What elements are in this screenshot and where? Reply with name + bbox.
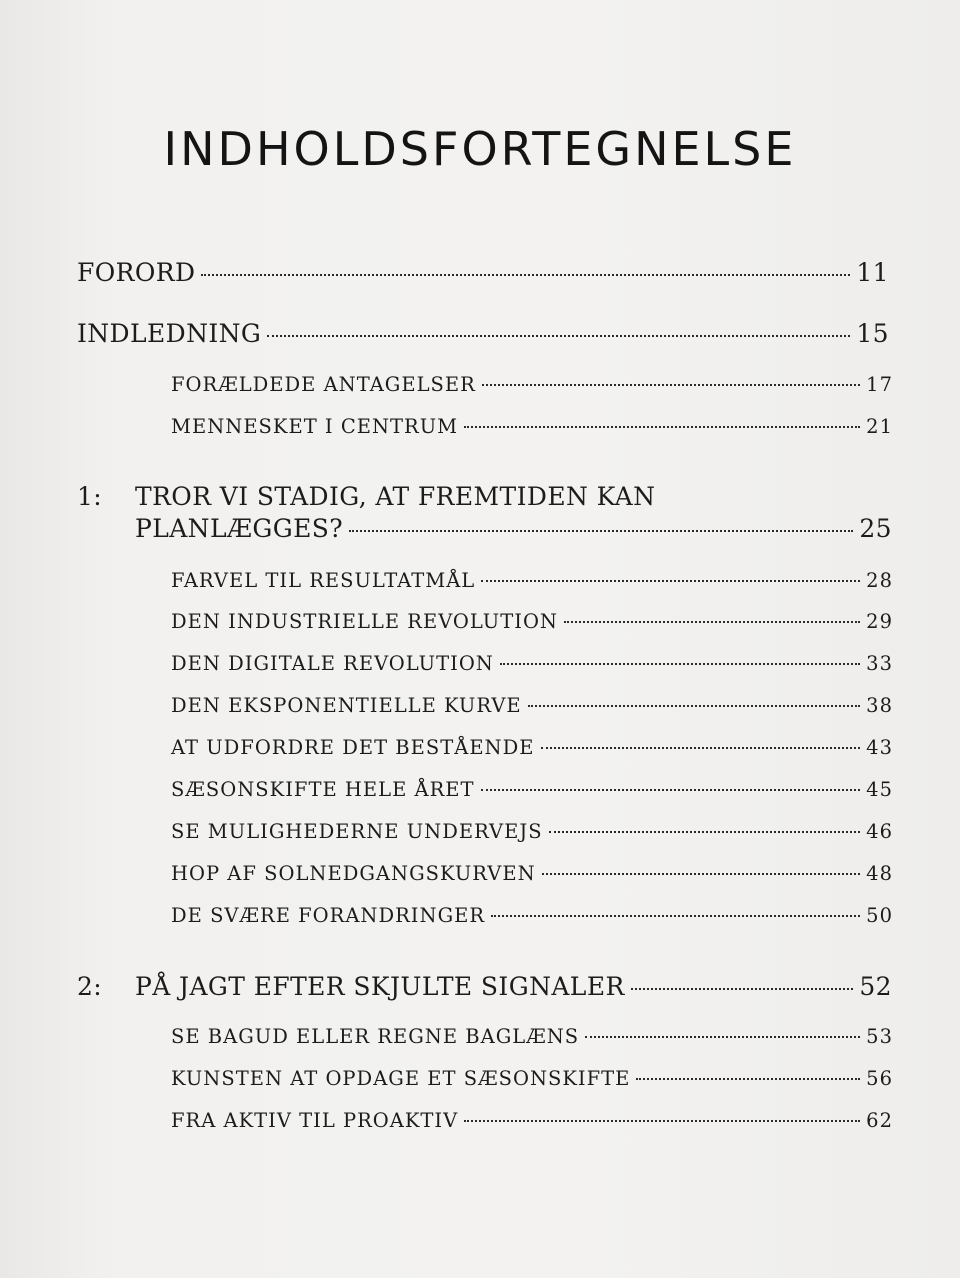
toc-subentry bbox=[171, 904, 893, 927]
toc-page-number: 15 bbox=[856, 319, 889, 348]
toc-page-number: 17 bbox=[866, 373, 893, 396]
toc-subentry bbox=[171, 373, 893, 396]
toc-page-number: 43 bbox=[866, 736, 893, 759]
toc-page-number: 53 bbox=[866, 1025, 893, 1048]
dot-leader bbox=[542, 873, 860, 875]
dot-leader bbox=[464, 426, 860, 428]
toc-subentry bbox=[171, 1067, 893, 1090]
toc-entry-label: DEN DIGITALE REVOLUTION bbox=[171, 652, 494, 675]
toc-page-number: 33 bbox=[866, 652, 893, 675]
toc-subentry bbox=[171, 820, 893, 843]
dot-leader bbox=[585, 1036, 860, 1038]
toc-entry-label: MENNESKET I CENTRUM bbox=[171, 415, 459, 438]
chapter-title: PÅ JAGT EFTER SKJULTE SIGNALER bbox=[135, 972, 625, 1001]
chapter-title-line-1: TROR VI STADIG, AT FREMTIDEN KAN bbox=[135, 482, 656, 511]
dot-leader bbox=[482, 384, 860, 386]
toc-page-number: 28 bbox=[866, 569, 893, 592]
toc-entry-label: KUNSTEN AT OPDAGE ET SÆSONSKIFTE bbox=[171, 1067, 631, 1090]
toc-subentry bbox=[171, 1109, 893, 1132]
toc-entry-label: FORÆLDEDE ANTAGELSER bbox=[171, 373, 476, 396]
toc-page-number: 46 bbox=[866, 820, 893, 843]
toc-entry-label: SÆSONSKIFTE HELE ÅRET bbox=[171, 778, 475, 801]
toc-page-number: 45 bbox=[866, 778, 893, 801]
toc-subentry bbox=[171, 1025, 893, 1048]
dot-leader bbox=[201, 274, 850, 276]
toc-subentry bbox=[171, 694, 893, 717]
toc-subentry bbox=[171, 415, 893, 438]
chapter-number: 2: bbox=[77, 972, 103, 1001]
dot-leader bbox=[549, 831, 861, 833]
dot-leader bbox=[349, 530, 853, 532]
toc-entry-label: FORORD bbox=[77, 258, 196, 287]
toc-entry-label: INDLEDNING bbox=[77, 319, 262, 348]
toc-page-number: 48 bbox=[866, 862, 893, 885]
toc-entry-label: SE MULIGHEDERNE UNDERVEJS bbox=[171, 820, 543, 843]
toc-page-number: 50 bbox=[866, 904, 893, 927]
dot-leader bbox=[500, 663, 860, 665]
dot-leader bbox=[528, 705, 861, 707]
dot-leader bbox=[267, 335, 850, 337]
toc-subentry bbox=[171, 610, 893, 633]
toc-page-number: 29 bbox=[866, 610, 893, 633]
dot-leader bbox=[491, 915, 860, 917]
toc-subentry bbox=[171, 862, 893, 885]
toc-subentry bbox=[171, 736, 893, 759]
toc-subentry bbox=[171, 778, 893, 801]
chapter-number: 1: bbox=[77, 482, 103, 511]
chapter-title-line-2-row bbox=[135, 514, 892, 543]
toc-subentry bbox=[171, 652, 893, 675]
toc-page-number: 38 bbox=[866, 694, 893, 717]
toc-chapter-2 bbox=[77, 972, 892, 1001]
toc-entry-indledning bbox=[77, 319, 889, 348]
dot-leader bbox=[481, 580, 860, 582]
toc-entry-label: DEN INDUSTRIELLE REVOLUTION bbox=[171, 610, 558, 633]
toc-subentry bbox=[171, 569, 893, 592]
dot-leader bbox=[541, 747, 861, 749]
toc-page-number: 52 bbox=[859, 972, 892, 1001]
toc-page-number: 25 bbox=[859, 514, 892, 543]
dot-leader bbox=[636, 1078, 860, 1080]
toc-entry-label: SE BAGUD ELLER REGNE BAGLÆNS bbox=[171, 1025, 580, 1048]
toc-entry-label: DE SVÆRE FORANDRINGER bbox=[171, 904, 486, 927]
toc-page-number: 56 bbox=[866, 1067, 893, 1090]
chapter-title-line-2: PLANLÆGGES? bbox=[135, 514, 344, 543]
page-title: INDHOLDSFORTEGNELSE bbox=[163, 122, 797, 176]
toc-page-number: 11 bbox=[856, 258, 889, 287]
toc-entry-label: FARVEL TIL RESULTATMÅL bbox=[171, 569, 476, 592]
toc-entry-label: DEN EKSPONENTIELLE KURVE bbox=[171, 694, 522, 717]
toc-entry-label: AT UDFORDRE DET BESTÅENDE bbox=[171, 736, 535, 759]
toc-entry-label: FRA AKTIV TIL PROAKTIV bbox=[171, 1109, 459, 1132]
dot-leader bbox=[564, 621, 860, 623]
dot-leader bbox=[631, 988, 854, 990]
toc-entry-label: HOP AF SOLNEDGANGSKURVEN bbox=[171, 862, 536, 885]
toc-page-number: 62 bbox=[866, 1109, 893, 1132]
dot-leader bbox=[464, 1120, 860, 1122]
dot-leader bbox=[481, 789, 861, 791]
toc-entry-forord bbox=[77, 258, 889, 287]
toc-page-number: 21 bbox=[866, 415, 893, 438]
